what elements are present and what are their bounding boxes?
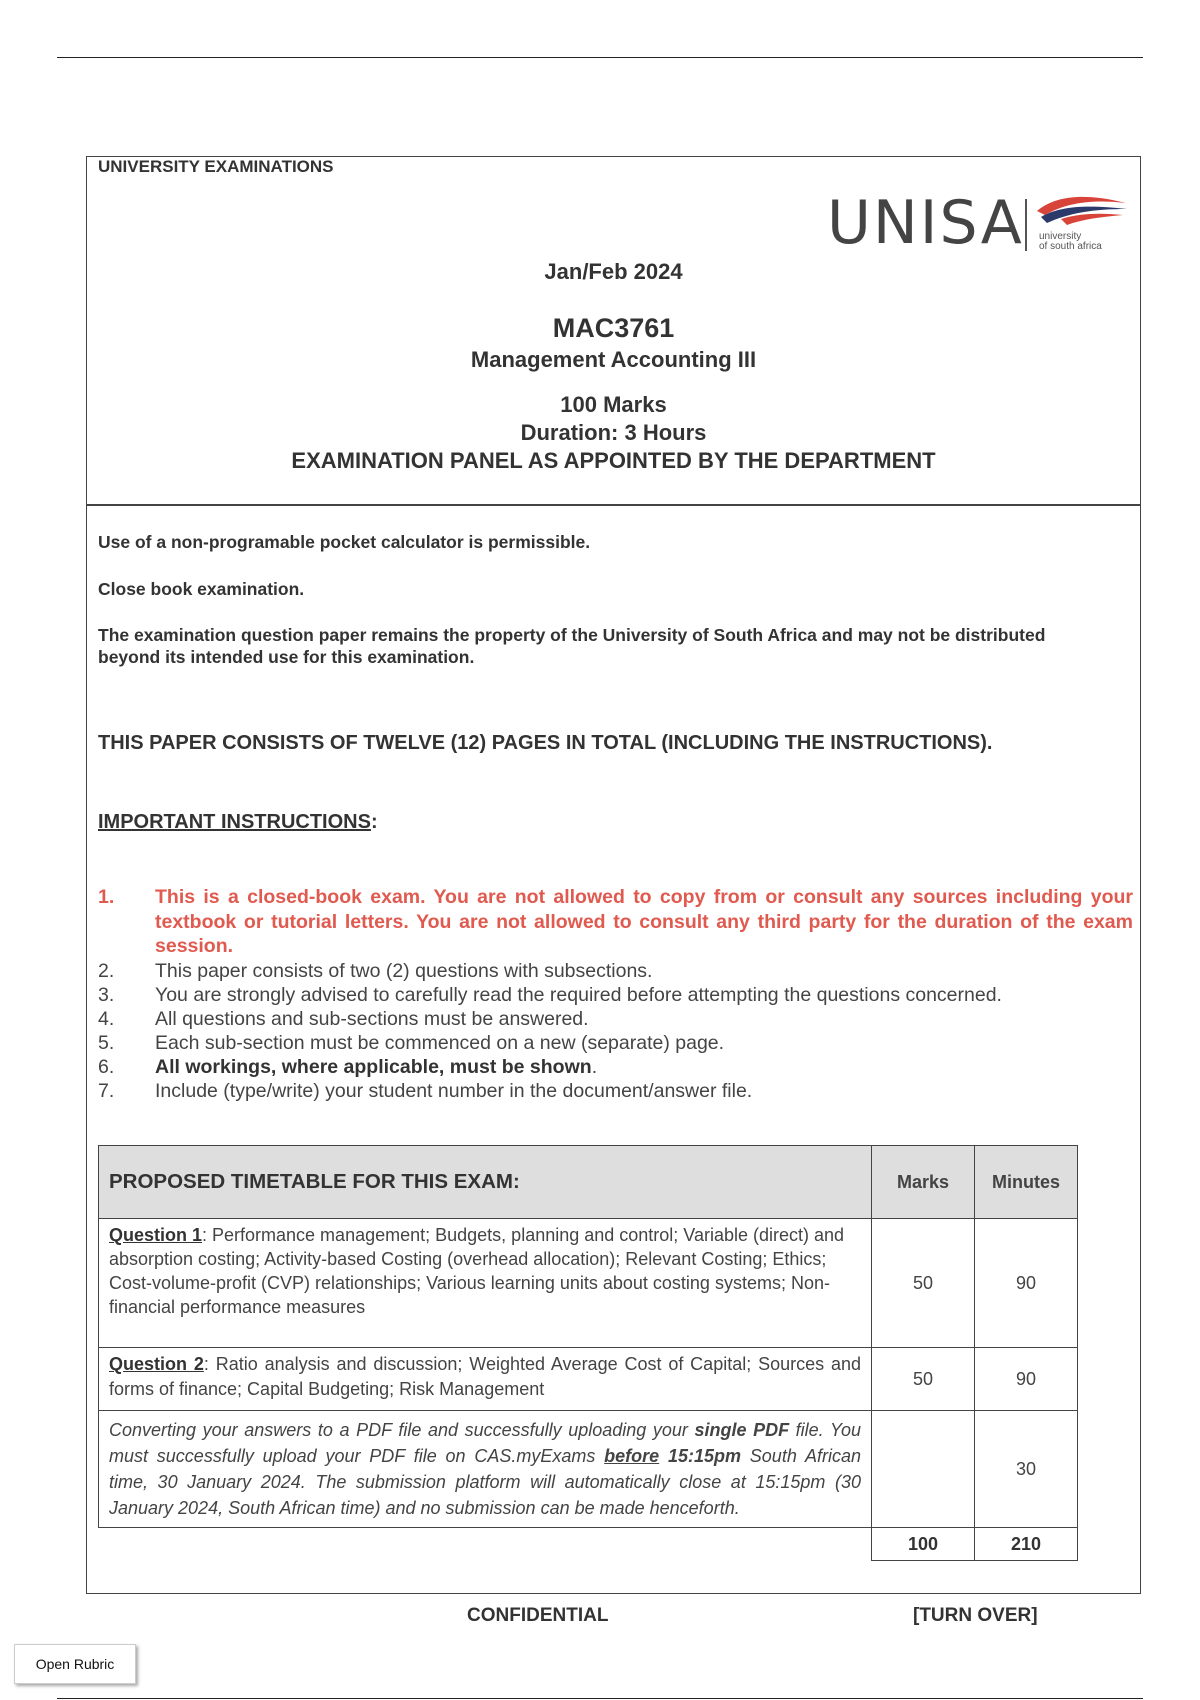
instruction-text: You are strongly advised to carefully read the required before attempting the questions concerned. [155,983,1002,1006]
instruction-text: This paper consists of two (2) questions with subsections. [155,959,653,982]
exam-cover-frame [86,156,1141,1594]
minutes-column-header: Minutes [975,1146,1078,1219]
question-1-marks: 50 [872,1219,975,1348]
instruction-item [98,1055,1133,1079]
calculator-note: Use of a non-programable pocket calculator is permissible. [98,532,591,552]
timetable-title: PROPOSED TIMETABLE FOR THIS EXAM: [99,1146,872,1219]
instruction-number: 3. [98,983,115,1006]
instruction-item [98,1079,1133,1103]
turn-over-label: [TURN OVER] [913,1605,1038,1626]
page-count-statement: THIS PAPER CONSISTS OF TWELVE (12) PAGES IN TOTAL (INCLUDING THE INSTRUCTIONS). [98,732,993,754]
instruction-text: Each sub-section must be commenced on a new (separate) page. [155,1031,725,1054]
instruction-number: 5. [98,1031,115,1054]
instructions-heading [98,811,378,834]
instruction-suffix: . [591,1055,598,1078]
top-rule [57,57,1143,58]
instruction-item [98,959,1133,983]
question-2-minutes: 90 [975,1348,1078,1411]
instruction-item [98,1007,1133,1031]
confidential-label: CONFIDENTIAL [467,1605,609,1626]
logo-subtext-2: of south africa [1039,241,1102,252]
total-minutes-value: 210 [975,1528,1078,1561]
upload-text-bold-2: 15:15pm [659,1446,741,1466]
closed-book-note: Close book examination. [98,579,305,599]
bottom-rule [57,1698,1143,1699]
question-1-minutes: 90 [975,1219,1078,1348]
instruction-number: 2. [98,959,115,982]
instruction-number: 6. [98,1055,115,1078]
upload-text-underline: before [604,1446,660,1466]
question-1-topics: : Performance management; Budgets, planning and control; Variable (direct) and absorption costing; Activity-based Costing (overhead allocation); Relevant Costing; Ethics; Cost-volume-profit (CVP) relationships; Various learning units about costing systems; Non-financial performance measures [109,1225,845,1317]
table-row [99,1348,1078,1411]
header-separator [87,504,1140,506]
logo-flag-icon [1031,193,1131,233]
exam-date: Jan/Feb 2024 [544,259,683,284]
question-2-description [99,1348,872,1411]
timetable [98,1145,1078,1561]
upload-text-bold-1: single PDF [694,1420,790,1440]
university-examinations-label: UNIVERSITY EXAMINATIONS [98,157,334,176]
question-1-label: Question 1 [109,1225,203,1245]
instructions-heading-text: IMPORTANT INSTRUCTIONS [98,811,371,833]
instructions-heading-colon: : [370,811,378,833]
unisa-logo [827,188,1137,263]
instruction-text: This is a closed-book exam. You are not allowed to copy from or consult any sources including your textbook or tutorial letters. You are not allowed to consult any third party for the duration of the exam session. [155,886,1133,957]
open-rubric-button[interactable]: Open Rubric [14,1644,136,1684]
question-2-label: Question 2 [109,1354,204,1374]
duration: Duration: 3 Hours [520,420,707,445]
question-2-marks: 50 [872,1348,975,1411]
logo-subtext-1: university [1039,231,1082,242]
upload-text-1: Converting your answers to a PDF file and successfully uploading your [109,1420,695,1440]
module-code: MAC3761 [552,313,675,343]
logo-wordmark: UNISA [827,188,1024,258]
upload-text-2: file. You must successfully upload your PDF file on CAS.myExams [109,1420,861,1466]
instruction-text: All questions and sub-sections must be answered. [155,1007,589,1030]
totals-spacer [99,1528,872,1561]
upload-instructions [99,1411,872,1528]
examination-panel: EXAMINATION PANEL AS APPOINTED BY THE DEPARTMENT [291,448,936,473]
upload-text-3: South African time, 30 January 2024. The submission platform will automatically close at 15:15pm (30 January 2024, South African time) and no submission can be made henceforth. [109,1446,861,1518]
logo-divider [1025,199,1027,251]
question-1-description [99,1219,872,1348]
table-row [99,1219,1078,1348]
instruction-text: Include (type/write) your student number in the document/answer file. [155,1079,753,1102]
instruction-item [98,885,1133,959]
table-row [99,1411,1078,1528]
upload-marks [872,1411,975,1528]
instruction-text: All workings, where applicable, must be shown [155,1055,592,1078]
total-marks-value: 100 [872,1528,975,1561]
instruction-item [98,983,1133,1007]
total-marks: 100 Marks [560,392,667,417]
instruction-number: 4. [98,1007,115,1030]
module-name: Management Accounting III [470,347,757,372]
marks-column-header: Marks [872,1146,975,1219]
instruction-item [98,1031,1133,1055]
instruction-number: 7. [98,1079,115,1102]
totals-row [99,1528,1078,1561]
upload-minutes: 30 [975,1411,1078,1528]
question-2-topics: : Ratio analysis and discussion; Weighted Average Cost of Capital; Sources and forms of finance; Capital Budgeting; Risk Management [109,1354,861,1399]
instructions-list [98,885,1133,1103]
instruction-number: 1. [98,886,115,908]
timetable-header-row [99,1146,1078,1219]
property-note: The examination question paper remains the property of the University of South Africa and may not be distributed beyond its intended use for this examination. [98,625,1046,667]
